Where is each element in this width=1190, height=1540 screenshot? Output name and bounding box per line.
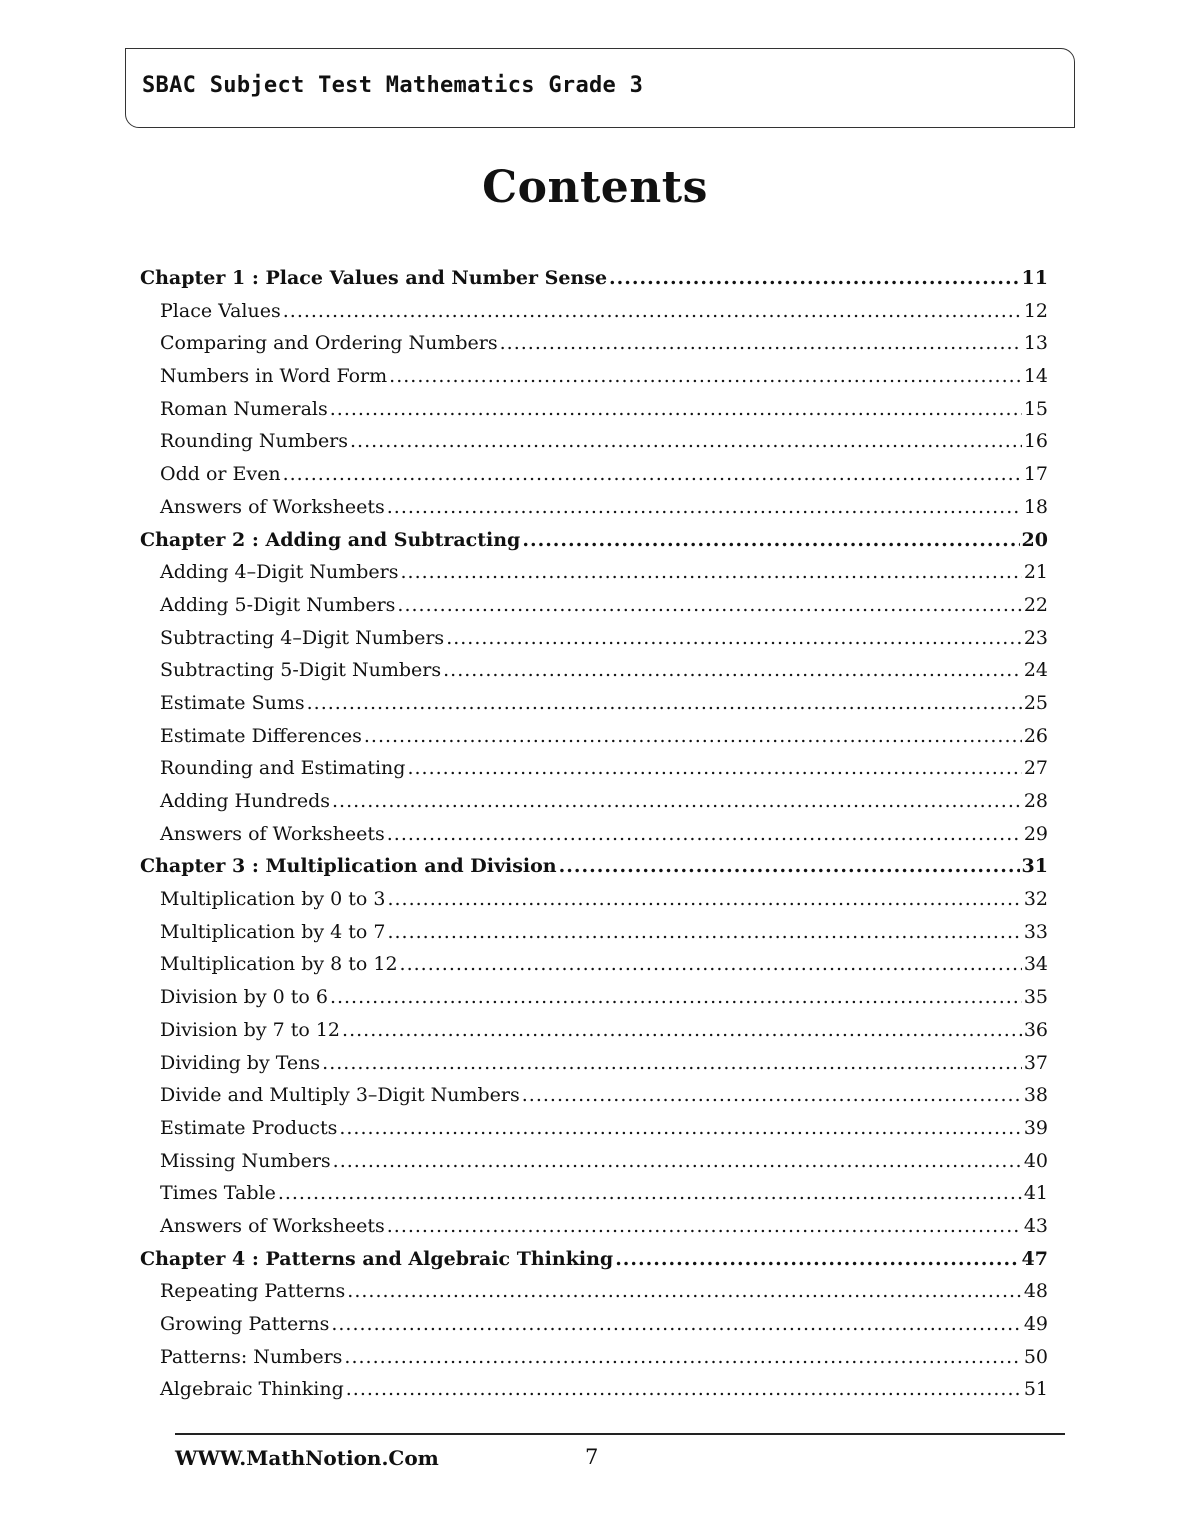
toc-section-entry[interactable] bbox=[140, 360, 1048, 393]
toc-entry-page: 27 bbox=[1023, 757, 1048, 780]
toc-entry-page: 24 bbox=[1023, 659, 1048, 682]
toc-chapter-entry[interactable] bbox=[140, 850, 1048, 883]
toc-section-entry[interactable] bbox=[140, 458, 1048, 491]
toc-entry-page: 16 bbox=[1023, 430, 1048, 453]
dot-leader bbox=[283, 295, 1022, 328]
toc-entry-page: 33 bbox=[1023, 920, 1048, 943]
dot-leader bbox=[322, 1047, 1022, 1080]
table-of-contents bbox=[140, 262, 1048, 1406]
toc-entry-label: Rounding Numbers bbox=[160, 430, 349, 453]
toc-entry-page: 26 bbox=[1023, 724, 1048, 747]
toc-section-entry[interactable] bbox=[140, 1014, 1048, 1047]
dot-leader bbox=[407, 752, 1021, 785]
footer-website: WWW.MathNotion.Com bbox=[175, 1446, 439, 1470]
toc-section-entry[interactable] bbox=[140, 491, 1048, 524]
toc-section-entry[interactable] bbox=[140, 1210, 1048, 1243]
toc-entry-page: 36 bbox=[1023, 1018, 1048, 1041]
toc-section-entry[interactable] bbox=[140, 393, 1048, 426]
toc-entry-page: 32 bbox=[1023, 888, 1048, 911]
dot-leader bbox=[346, 1373, 1022, 1406]
toc-section-entry[interactable] bbox=[140, 327, 1048, 360]
dot-leader bbox=[522, 524, 1019, 557]
toc-entry-label: Estimate Differences bbox=[160, 724, 362, 747]
toc-entry-label: Place Values bbox=[160, 299, 281, 322]
toc-entry-page: 35 bbox=[1023, 986, 1048, 1009]
toc-entry-label: Adding Hundreds bbox=[160, 790, 331, 812]
toc-entry-label: Chapter 1 : Place Values and Number Sense bbox=[140, 267, 608, 289]
toc-section-entry[interactable] bbox=[140, 425, 1048, 458]
toc-entry-label: Algebraic Thinking bbox=[160, 1378, 344, 1401]
toc-entry-label: Divide and Multiply 3–Digit Numbers bbox=[160, 1084, 520, 1107]
toc-entry-label: Growing Patterns bbox=[160, 1313, 330, 1335]
toc-section-entry[interactable] bbox=[140, 1341, 1048, 1374]
dot-leader bbox=[522, 1079, 1022, 1112]
toc-entry-page: 31 bbox=[1021, 855, 1048, 878]
toc-section-entry[interactable] bbox=[140, 1079, 1048, 1112]
toc-entry-label: Multiplication by 4 to 7 bbox=[160, 920, 386, 943]
toc-entry-label: Multiplication by 0 to 3 bbox=[160, 888, 386, 911]
dot-leader bbox=[500, 327, 1022, 360]
toc-entry-page: 14 bbox=[1023, 365, 1048, 388]
toc-entry-label: Division by 7 to 12 bbox=[160, 1018, 341, 1041]
toc-chapter-entry[interactable] bbox=[140, 262, 1048, 295]
toc-entry-page: 23 bbox=[1023, 626, 1048, 649]
toc-entry-page: 48 bbox=[1023, 1280, 1048, 1303]
dot-leader bbox=[330, 981, 1022, 1014]
toc-entry-page: 50 bbox=[1023, 1345, 1048, 1368]
toc-section-entry[interactable] bbox=[140, 785, 1048, 818]
footer-divider bbox=[175, 1433, 1065, 1435]
dot-leader bbox=[350, 425, 1022, 458]
dot-leader bbox=[364, 720, 1022, 753]
toc-entry-label: Multiplication by 8 to 12 bbox=[160, 953, 398, 976]
toc-entry-page: 13 bbox=[1023, 332, 1048, 355]
toc-chapter-entry[interactable] bbox=[140, 524, 1048, 557]
toc-entry-label: Answers of Worksheets bbox=[160, 495, 385, 518]
toc-chapter-entry[interactable] bbox=[140, 1243, 1048, 1276]
dot-leader bbox=[283, 458, 1022, 491]
toc-entry-label: Patterns: Numbers bbox=[160, 1345, 343, 1368]
dot-leader bbox=[443, 654, 1022, 687]
dot-leader bbox=[559, 850, 1020, 883]
toc-entry-label: Answers of Worksheets bbox=[160, 822, 385, 845]
toc-section-entry[interactable] bbox=[140, 1373, 1048, 1406]
toc-section-entry[interactable] bbox=[140, 1112, 1048, 1145]
dot-leader bbox=[387, 818, 1022, 851]
toc-section-entry[interactable] bbox=[140, 948, 1048, 981]
toc-entry-page: 17 bbox=[1023, 463, 1048, 486]
toc-entry-label: Estimate Products bbox=[160, 1116, 338, 1139]
dot-leader bbox=[333, 1145, 1022, 1178]
toc-section-entry[interactable] bbox=[140, 720, 1048, 753]
toc-entry-label: Adding 4–Digit Numbers bbox=[160, 561, 399, 584]
toc-entry-page: 11 bbox=[1021, 267, 1048, 289]
toc-entry-label: Chapter 2 : Adding and Subtracting bbox=[140, 528, 521, 551]
toc-entry-label: Times Table bbox=[160, 1182, 276, 1205]
dot-leader bbox=[342, 1014, 1022, 1047]
toc-entry-page: 34 bbox=[1023, 953, 1048, 976]
toc-section-entry[interactable] bbox=[140, 687, 1048, 720]
dot-leader bbox=[389, 360, 1022, 393]
dot-leader bbox=[615, 1243, 1019, 1276]
toc-entry-page: 15 bbox=[1023, 397, 1048, 420]
toc-entry-label: Division by 0 to 6 bbox=[160, 986, 328, 1009]
toc-section-entry[interactable] bbox=[140, 589, 1048, 622]
dot-leader bbox=[400, 948, 1022, 981]
page-number: 7 bbox=[585, 1445, 599, 1469]
toc-entry-page: 49 bbox=[1023, 1313, 1048, 1335]
toc-entry-page: 28 bbox=[1023, 790, 1048, 812]
dot-leader bbox=[344, 1341, 1021, 1374]
toc-entry-label: Dividing by Tens bbox=[160, 1051, 321, 1074]
dot-leader bbox=[330, 393, 1022, 426]
toc-entry-page: 25 bbox=[1023, 691, 1048, 714]
toc-section-entry[interactable] bbox=[140, 654, 1048, 687]
toc-entry-page: 39 bbox=[1023, 1116, 1048, 1139]
dot-leader bbox=[397, 589, 1021, 622]
toc-entry-label: Estimate Sums bbox=[160, 691, 305, 714]
toc-entry-label: Answers of Worksheets bbox=[160, 1214, 385, 1237]
toc-section-entry[interactable] bbox=[140, 981, 1048, 1014]
dot-leader bbox=[387, 916, 1021, 949]
toc-entry-page: 51 bbox=[1023, 1378, 1048, 1401]
toc-entry-label: Roman Numerals bbox=[160, 397, 328, 420]
toc-section-entry[interactable] bbox=[140, 818, 1048, 851]
dot-leader bbox=[347, 1275, 1022, 1308]
toc-entry-page: 18 bbox=[1023, 495, 1048, 518]
dot-leader bbox=[332, 785, 1022, 818]
toc-entry-label: Repeating Patterns bbox=[160, 1280, 346, 1303]
toc-entry-page: 29 bbox=[1023, 822, 1048, 845]
toc-section-entry[interactable] bbox=[140, 1308, 1048, 1341]
dot-leader bbox=[401, 556, 1022, 589]
toc-entry-label: Odd or Even bbox=[160, 463, 281, 486]
toc-entry-page: 12 bbox=[1023, 299, 1048, 322]
toc-entry-label: Comparing and Ordering Numbers bbox=[160, 332, 498, 355]
toc-section-entry[interactable] bbox=[140, 556, 1048, 589]
toc-entry-page: 22 bbox=[1023, 593, 1048, 616]
toc-entry-page: 47 bbox=[1021, 1247, 1048, 1270]
page-title: Contents bbox=[482, 162, 708, 213]
dot-leader bbox=[387, 883, 1021, 916]
toc-section-entry[interactable] bbox=[140, 1275, 1048, 1308]
toc-entry-label: Chapter 4 : Patterns and Algebraic Thinking bbox=[140, 1247, 614, 1270]
dot-leader bbox=[278, 1177, 1022, 1210]
header-title: SBAC Subject Test Mathematics Grade 3 bbox=[142, 73, 644, 98]
toc-entry-label: Missing Numbers bbox=[160, 1149, 331, 1172]
dot-leader bbox=[331, 1308, 1021, 1341]
toc-entry-label: Subtracting 4–Digit Numbers bbox=[160, 626, 445, 649]
toc-section-entry[interactable] bbox=[140, 295, 1048, 328]
dot-leader bbox=[387, 491, 1022, 524]
dot-leader bbox=[307, 687, 1022, 720]
toc-entry-page: 37 bbox=[1023, 1051, 1048, 1074]
toc-entry-label: Chapter 3 : Multiplication and Division bbox=[140, 855, 557, 878]
toc-entry-label: Adding 5-Digit Numbers bbox=[160, 593, 396, 616]
dot-leader bbox=[609, 262, 1020, 295]
toc-entry-label: Subtracting 5-Digit Numbers bbox=[160, 659, 442, 682]
dot-leader bbox=[339, 1112, 1021, 1145]
toc-section-entry[interactable] bbox=[140, 752, 1048, 785]
toc-entry-page: 20 bbox=[1021, 528, 1048, 551]
toc-entry-page: 38 bbox=[1023, 1084, 1048, 1107]
dot-leader bbox=[446, 622, 1022, 655]
toc-section-entry[interactable] bbox=[140, 1047, 1048, 1080]
toc-entry-page: 41 bbox=[1023, 1182, 1048, 1205]
toc-entry-page: 43 bbox=[1023, 1214, 1048, 1237]
toc-section-entry[interactable] bbox=[140, 622, 1048, 655]
toc-entry-page: 40 bbox=[1023, 1149, 1048, 1172]
toc-section-entry[interactable] bbox=[140, 1145, 1048, 1178]
header-box bbox=[125, 48, 1075, 128]
toc-entry-page: 21 bbox=[1023, 561, 1048, 584]
toc-section-entry[interactable] bbox=[140, 916, 1048, 949]
toc-section-entry[interactable] bbox=[140, 883, 1048, 916]
toc-entry-label: Numbers in Word Form bbox=[160, 365, 388, 388]
dot-leader bbox=[387, 1210, 1022, 1243]
toc-entry-label: Rounding and Estimating bbox=[160, 757, 406, 780]
toc-section-entry[interactable] bbox=[140, 1177, 1048, 1210]
